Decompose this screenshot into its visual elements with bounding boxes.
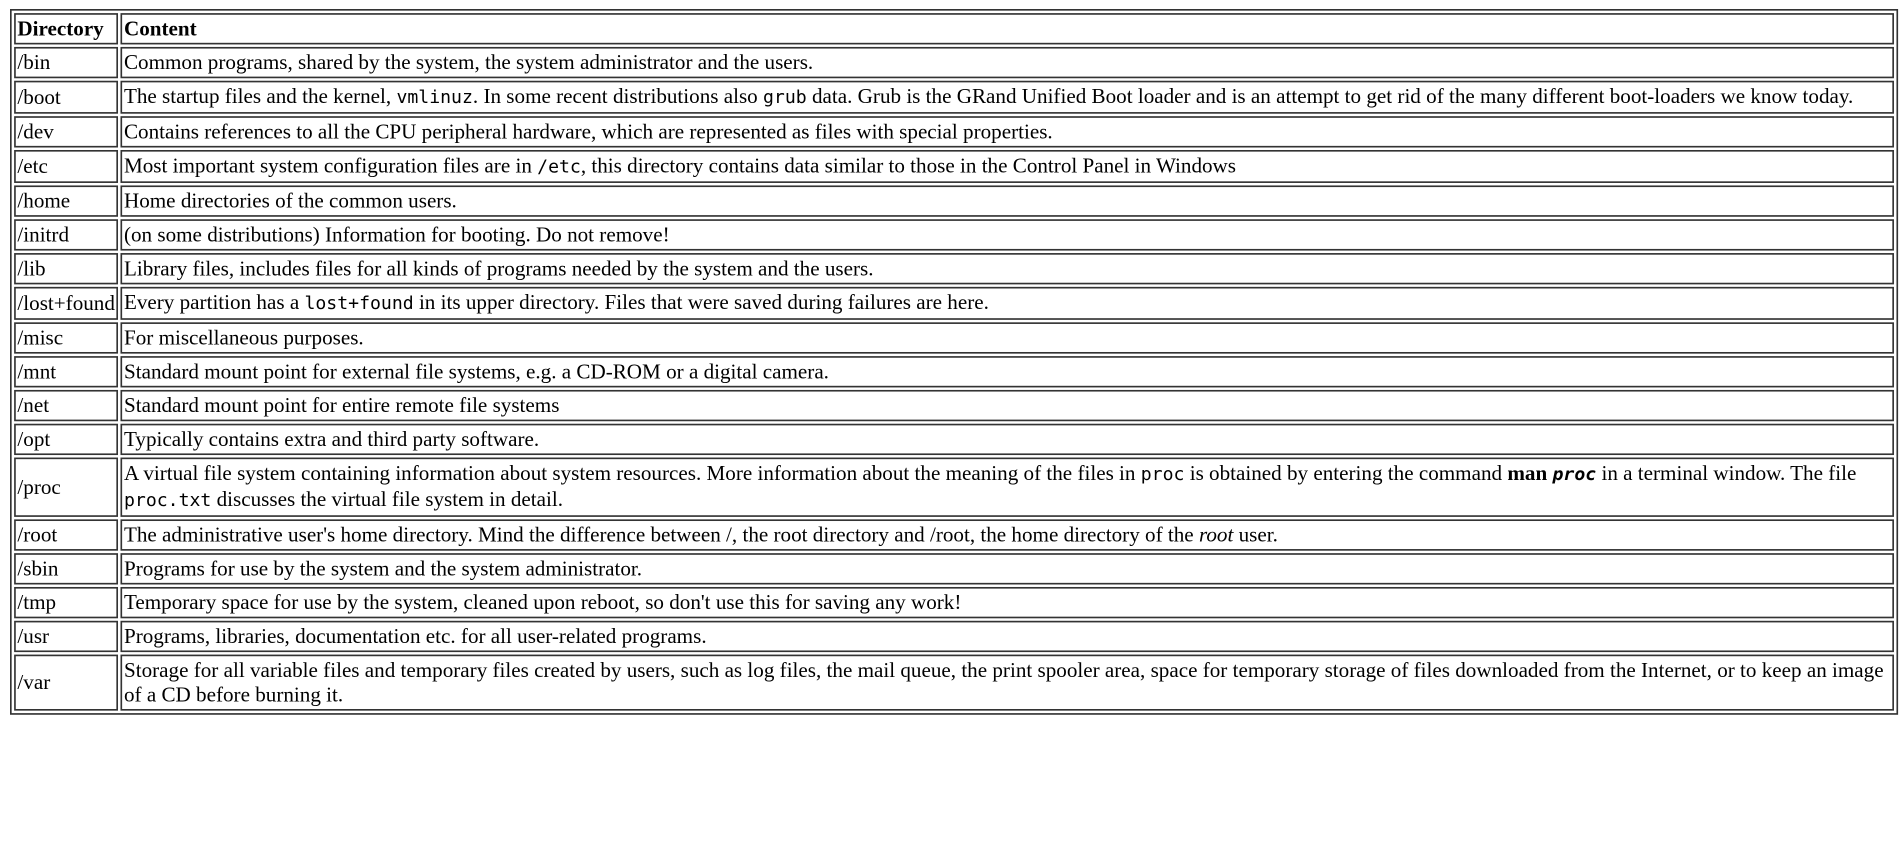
- header-directory: Directory: [14, 13, 118, 44]
- table-row: [14, 587, 1894, 618]
- content-text: in a terminal window. The file: [1596, 460, 1857, 485]
- content-cell: [121, 47, 1894, 78]
- bold-italic-code: proc: [1552, 464, 1597, 485]
- inline-code: lost+found: [304, 293, 414, 315]
- directory-cell: /opt: [14, 424, 118, 455]
- content-text: Every partition has a: [123, 290, 305, 315]
- content-text: . In some recent distributions also: [472, 84, 764, 108]
- content-cell: [121, 81, 1894, 114]
- directory-cell: /home: [14, 185, 118, 216]
- content-text: Most important system configuration files are in: [123, 153, 538, 178]
- header-content: Content: [121, 13, 1894, 44]
- table-row: [14, 150, 1894, 183]
- inline-code: vmlinuz: [396, 87, 473, 108]
- page-wrapper: [10, 9, 1898, 715]
- table-row: [14, 621, 1894, 652]
- content-text: Standard mount point for entire remote file systems: [123, 393, 560, 418]
- content-cell: [121, 150, 1894, 183]
- bold-text: man: [1507, 460, 1548, 485]
- content-cell: [121, 116, 1894, 147]
- content-text: Common programs, shared by the system, the system administrator and the users.: [123, 50, 814, 75]
- directory-cell: /net: [14, 390, 118, 421]
- content-text: (on some distributions) Information for booting. Do not remove!: [123, 222, 670, 247]
- content-cell: [121, 219, 1894, 250]
- content-text: The administrative user's home directory. Mind the difference between /, the root directory and /root, the home directory of the: [123, 522, 1199, 547]
- directory-cell: /misc: [14, 322, 118, 353]
- directory-cell: /lost+found: [14, 287, 118, 320]
- table-row: [14, 253, 1894, 284]
- table-row: [14, 458, 1894, 517]
- content-cell: [121, 185, 1894, 216]
- directory-cell: /proc: [14, 458, 118, 517]
- table-row: [14, 553, 1894, 584]
- table-row: [14, 47, 1894, 78]
- content-cell: [121, 553, 1894, 584]
- content-text: Typically contains extra and third party software.: [123, 427, 540, 451]
- directory-cell: /initrd: [14, 219, 118, 250]
- content-text: data. Grub is the GRand Unified Boot loader and is an attempt to get rid of the many different boot-loaders we know today.: [806, 84, 1854, 108]
- content-text: is obtained by entering the command: [1184, 460, 1508, 485]
- table-row: [14, 81, 1894, 114]
- table-row: [14, 116, 1894, 147]
- inline-code: /etc: [537, 156, 581, 178]
- content-cell: [121, 424, 1894, 455]
- table-row: [14, 219, 1894, 250]
- content-cell: [121, 458, 1894, 517]
- inline-code: proc.txt: [123, 490, 212, 512]
- directory-cell: /sbin: [14, 553, 118, 584]
- italic-text: root: [1198, 522, 1234, 547]
- content-text: A virtual file system containing information about system resources. More information about the meaning of the files in: [123, 460, 1141, 485]
- content-text: For miscellaneous purposes.: [123, 325, 364, 350]
- content-text: Programs, libraries, documentation etc. for all user-related programs.: [123, 624, 707, 648]
- content-text: Contains references to all the CPU peripheral hardware, which are represented as files with special properties.: [123, 119, 1053, 144]
- content-text: Home directories of the common users.: [123, 188, 457, 213]
- content-text: in its upper directory. Files that were saved during failures are here.: [413, 290, 989, 315]
- content-cell: [121, 322, 1894, 353]
- content-text: Temporary space for use by the system, cleaned upon reboot, so don't use this for saving any work!: [123, 590, 962, 615]
- directory-cell: /mnt: [14, 356, 118, 387]
- directory-cell: /boot: [14, 81, 118, 114]
- directory-table: [10, 9, 1898, 715]
- content-cell: [121, 519, 1894, 550]
- content-text: user.: [1233, 522, 1278, 547]
- table-row: [14, 185, 1894, 216]
- table-row: [14, 390, 1894, 421]
- content-cell: [121, 253, 1894, 284]
- table-row: [14, 287, 1894, 320]
- table-row: [14, 519, 1894, 550]
- bold-text: [1552, 461, 1596, 485]
- content-cell: [121, 356, 1894, 387]
- table-row: [14, 655, 1894, 711]
- table-header-row: [14, 13, 1894, 44]
- directory-cell: /usr: [14, 621, 118, 652]
- directory-cell: /var: [14, 655, 118, 711]
- directory-cell: /dev: [14, 116, 118, 147]
- directory-cell: /root: [14, 519, 118, 550]
- directory-cell: /bin: [14, 47, 118, 78]
- content-text: Library files, includes files for all kinds of programs needed by the system and the users.: [123, 256, 874, 281]
- table-row: [14, 356, 1894, 387]
- content-text: discusses the virtual file system in detail.: [211, 487, 563, 512]
- table-row: [14, 322, 1894, 353]
- table-row: [14, 424, 1894, 455]
- content-cell: [121, 587, 1894, 618]
- content-text: Programs for use by the system and the system administrator.: [123, 556, 643, 581]
- table-body: [14, 47, 1894, 711]
- content-cell: [121, 390, 1894, 421]
- directory-cell: /tmp: [14, 587, 118, 618]
- content-text: , this directory contains data similar to those in the Control Panel in Windows: [580, 153, 1237, 178]
- inline-code: grub: [763, 87, 807, 108]
- content-text: Standard mount point for external file systems, e.g. a CD-ROM or a digital camera.: [123, 359, 829, 384]
- directory-cell: /etc: [14, 150, 118, 183]
- content-text: The startup files and the kernel,: [123, 84, 397, 108]
- content-cell: [121, 287, 1894, 320]
- content-cell: [121, 655, 1894, 711]
- inline-code: proc: [1140, 464, 1185, 485]
- directory-cell: /lib: [14, 253, 118, 284]
- content-text: Storage for all variable files and temporary files created by users, such as log files, the mail queue, the print spooler area, space for temporary storage of files downloaded from the Internet, or to keep an image of a CD before burning it.: [123, 657, 1884, 707]
- content-cell: [121, 621, 1894, 652]
